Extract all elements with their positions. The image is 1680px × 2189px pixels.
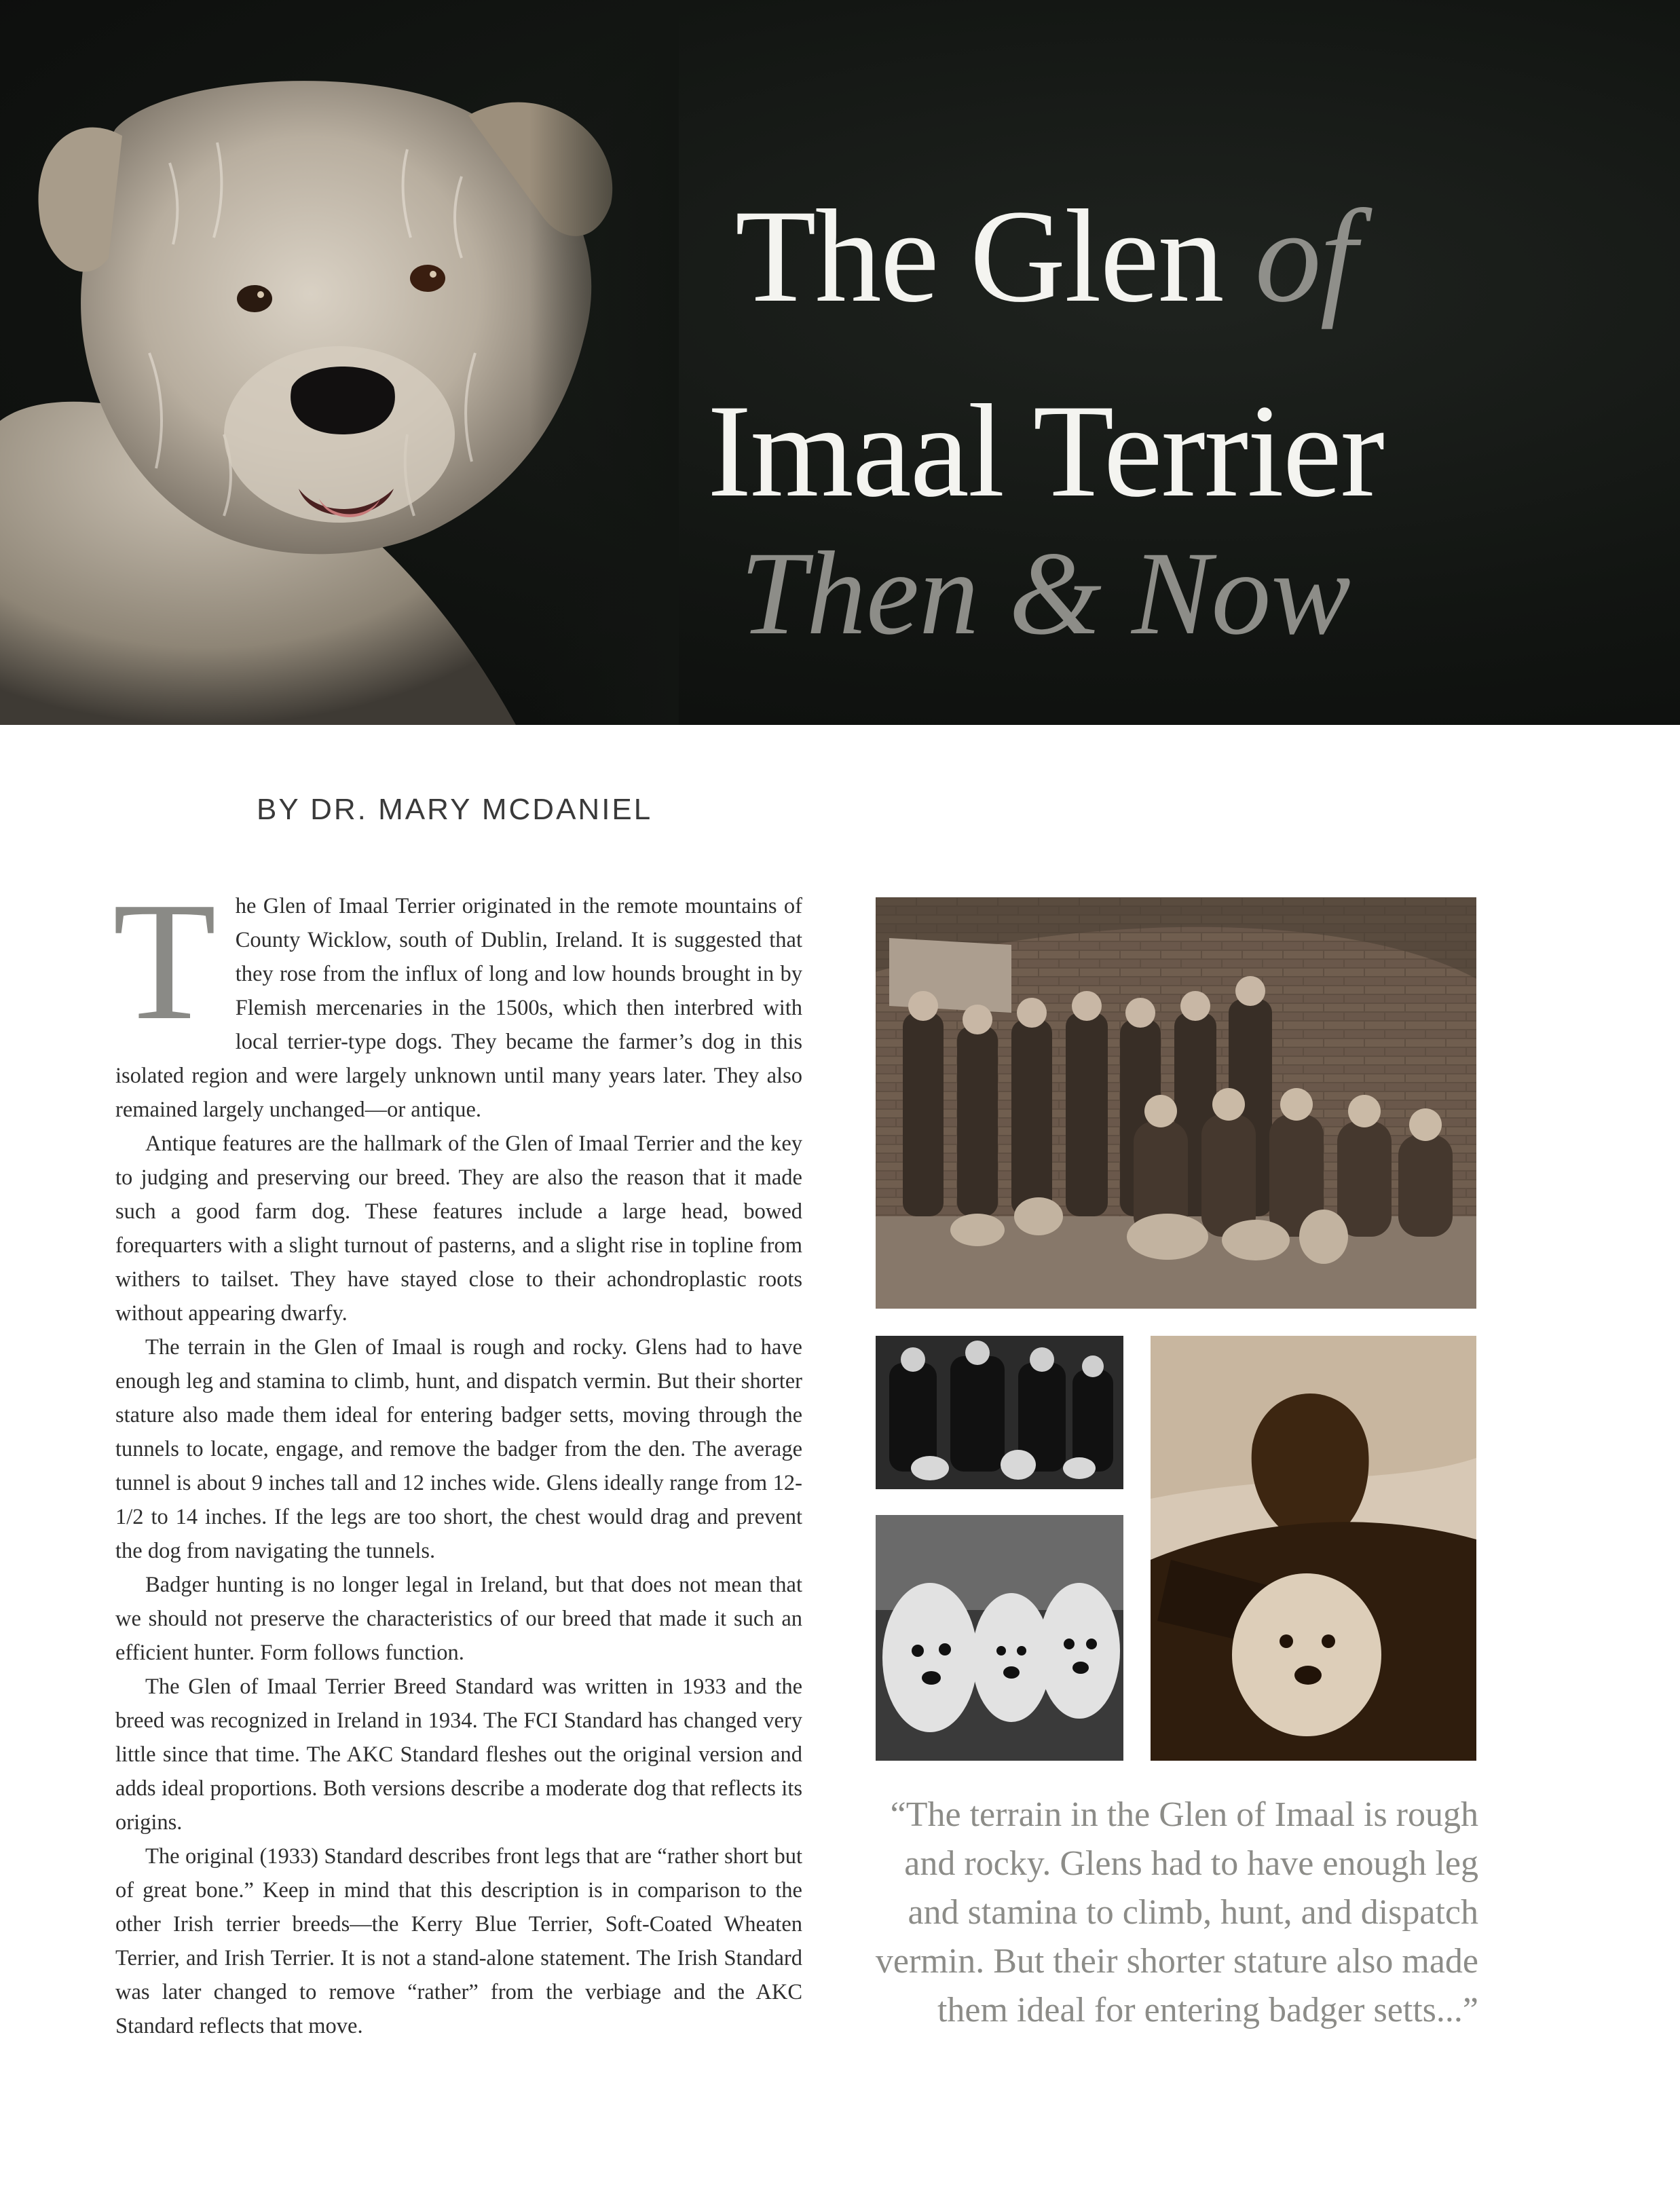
pull-quote: “The terrain in the Glen of Imaal is rough and rocky. Glens had to have enough leg and stamina to climb, hunt, and dispatch vermin. But their shorter stature also made them ideal for entering badger setts...”: [875, 1795, 1478, 2029]
terrier-portrait-photo: [0, 0, 679, 725]
hero-banner: [0, 0, 1680, 725]
title-line-2: Imaal Terrier: [707, 377, 1383, 525]
byline: BY DR. MARY MCDANIEL: [257, 793, 653, 826]
article-paragraph-text: he Glen of Imaal Terrier originated in the remote mountains of County Wicklow, south of Dublin, Ireland. It is suggested that they rose from the influx of long and low hounds brought in by Flemish mercenaries in the 1500s, which then interbred with local terrier-type dogs. They became the farmer’s dog in this isolated region and were largely unknown until many years later. They also remained largely unchanged—or antique.: [115, 894, 802, 1122]
article-paragraph: [113, 867, 802, 1127]
historic-man-with-terrier-photo: [1151, 1336, 1476, 1761]
article-paragraph: The Glen of Imaal Terrier Breed Standard was written in 1933 and the breed was recognized in Ireland in 1934. The FCI Standard has changed very little since that time. The AKC Standard fleshes out the original version and adds ideal proportions. Both versions describe a moderate dog that reflects its origins.: [115, 1675, 802, 1835]
title-line-1: [611, 182, 1480, 331]
title-the-glen: The Glen: [734, 183, 1255, 330]
article-paragraph: The terrain in the Glen of Imaal is rough and rocky. Glens had to have enough leg and stamina to climb, hunt, and dispatch vermin. But their shorter stature also made them ideal for entering badger setts, moving through the tunnels to locate, engage, and remove the badger from the den. The average tunnel is about 9 inches tall and 12 inches wide. Glens ideally range from 12-1/2 to 14 inches. If the legs are too short, the chest would drag and prevent the dog from navigating the tunnels.: [115, 1335, 802, 1563]
article-paragraph: The original (1933) Standard describes front legs that are “rather short but of great bone.” Keep in mind that this description is in comparison to the other Irish terrier breeds—the Kerry Blue Terrier, Soft-Coated Wheaten Terrier, and Irish Terrier. It is not a stand-alone statement. The Irish Standard was later changed to remove “rather” from the verbiage and the AKC Standard reflects that move.: [115, 1844, 802, 2038]
historic-group-photo: [876, 897, 1476, 1309]
article-paragraph: Badger hunting is no longer legal in Ireland, but that does not mean that we should not preserve the characteristics of our breed that made it such an efficient hunter. Form follows function.: [115, 1573, 802, 1665]
drop-cap: T: [113, 867, 217, 1055]
article-body: [113, 867, 802, 2043]
historic-men-with-dogs-photo: [876, 1336, 1123, 1489]
subtitle: Then & Now: [740, 527, 1351, 660]
historic-three-terriers-photo: [876, 1515, 1123, 1761]
article-paragraph: Antique features are the hallmark of the Glen of Imaal Terrier and the key to judging and preserving our breed. They are also the reason that it made such a good farm dog. These features include a large head, bowed forequarters with a slight turnout of pasterns, and a slight rise in topline from withers to tailset. They have stayed close to their achondroplastic roots without appearing dwarfy.: [115, 1131, 802, 1326]
title-of: of: [1254, 183, 1356, 330]
